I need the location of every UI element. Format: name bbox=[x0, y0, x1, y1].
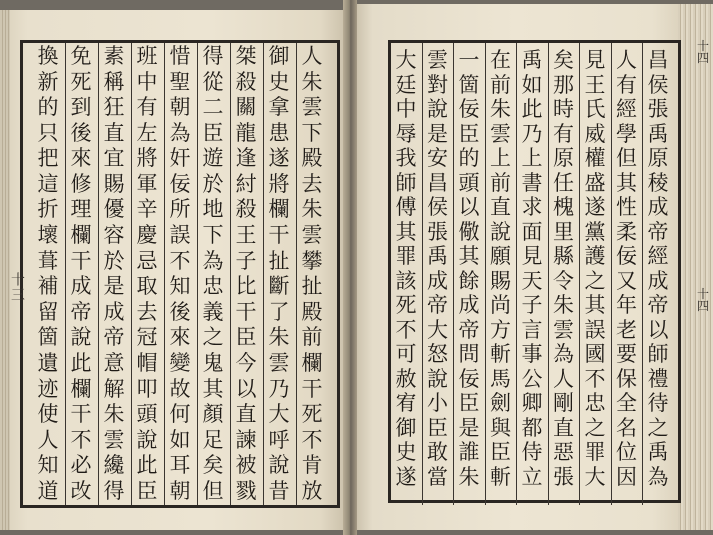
column-rule bbox=[579, 43, 580, 505]
text-column: 昌 侯 張 禹 原 稜 成 帝 經 成 帝 以 師 禮 待 之 禹 為 bbox=[647, 48, 669, 489]
text-column: 人 有 經 學 但 其 性 柔 佞 又 年 老 要 保 全 名 位 因 bbox=[616, 48, 637, 489]
text-column: 人 朱 雲 下 殿 去 朱 雲 攀 扯 殿 前 欄 干 死 不 肯 放 bbox=[301, 44, 323, 503]
text-column: 見 王 氏 威 權 盛 遂 黨 護 之 其 誤 國 不 忠 之 罪 大 bbox=[584, 48, 606, 489]
text-column: 在 前 朱 雲 上 前 直 說 願 賜 尚 方 斬 馬 劍 與 臣 斬 bbox=[490, 48, 511, 489]
text-column: 惜 聖 朝 為 奸 佞 所 誤 不 知 後 來 變 故 何 如 耳 朝 bbox=[169, 44, 191, 503]
left-edge-label: 十三 bbox=[9, 272, 25, 302]
column-rule bbox=[65, 43, 66, 505]
column-rule bbox=[453, 43, 454, 505]
page-number-bottom: 十四 bbox=[697, 287, 710, 313]
column-rule bbox=[263, 43, 264, 505]
text-column: 得 從 二 臣 遊 於 地 下 為 忠 義 之 鬼 其 顏 足 矣 但 bbox=[202, 44, 224, 503]
text-column: 換 新 的 只 把 這 折 壞 葺 補 留 箇 遺 迹 使 人 知 道 bbox=[37, 44, 59, 503]
text-column: 一 箇 佞 臣 的 頭 以 儆 其 餘 成 帝 問 佞 臣 是 誰 朱 bbox=[458, 48, 480, 489]
column-rule bbox=[642, 43, 643, 505]
column-rule bbox=[230, 43, 231, 505]
column-rule bbox=[197, 43, 198, 505]
book-gutter bbox=[343, 0, 357, 535]
left-page-edges bbox=[0, 10, 10, 530]
text-column: 免 死 到 後 來 修 理 欄 干 成 帝 說 此 欄 干 不 必 改 bbox=[70, 44, 92, 503]
column-rule bbox=[164, 43, 165, 505]
column-rule bbox=[296, 43, 297, 505]
column-rule bbox=[131, 43, 132, 505]
column-rule bbox=[422, 43, 423, 505]
text-column: 班 中 有 左 將 軍 辛 慶 忌 取 去 冠 帽 叩 頭 說 此 臣 bbox=[136, 44, 158, 503]
text-column: 大 廷 中 辱 我 師 傅 其 罪 該 死 不 可 赦 宥 御 史 遂 bbox=[395, 48, 417, 489]
column-rule bbox=[485, 43, 486, 505]
column-rule bbox=[98, 43, 99, 505]
text-column: 矣 那 時 有 原 任 槐 里 縣 令 朱 雲 為 人 剛 直 惡 張 bbox=[553, 48, 574, 489]
column-rule bbox=[516, 43, 517, 505]
text-column: 禹 如 此 乃 上 書 求 面 見 天 子 言 事 公 卿 都 侍 立 bbox=[521, 48, 543, 489]
text-column: 雲 對 說 是 安 昌 侯 張 禹 成 帝 大 怒 說 小 臣 敢 當 bbox=[427, 48, 448, 489]
text-column: 御 史 拿 患 遂 將 欄 干 扯 斷 了 朱 雲 乃 大 呼 說 昔 bbox=[268, 44, 290, 503]
column-rule bbox=[611, 43, 612, 505]
page-number-top: 十四 bbox=[697, 39, 710, 65]
page-number-margin bbox=[697, 40, 713, 500]
column-rule bbox=[548, 43, 549, 505]
text-column: 素 稱 狂 直 宜 賜 優 容 於 是 成 帝 意 解 朱 雲 纔 得 bbox=[103, 44, 125, 503]
text-column: 桀 殺 關 龍 逢 紂 殺 王 子 比 干 臣 今 以 直 諫 被 戮 bbox=[235, 44, 257, 503]
